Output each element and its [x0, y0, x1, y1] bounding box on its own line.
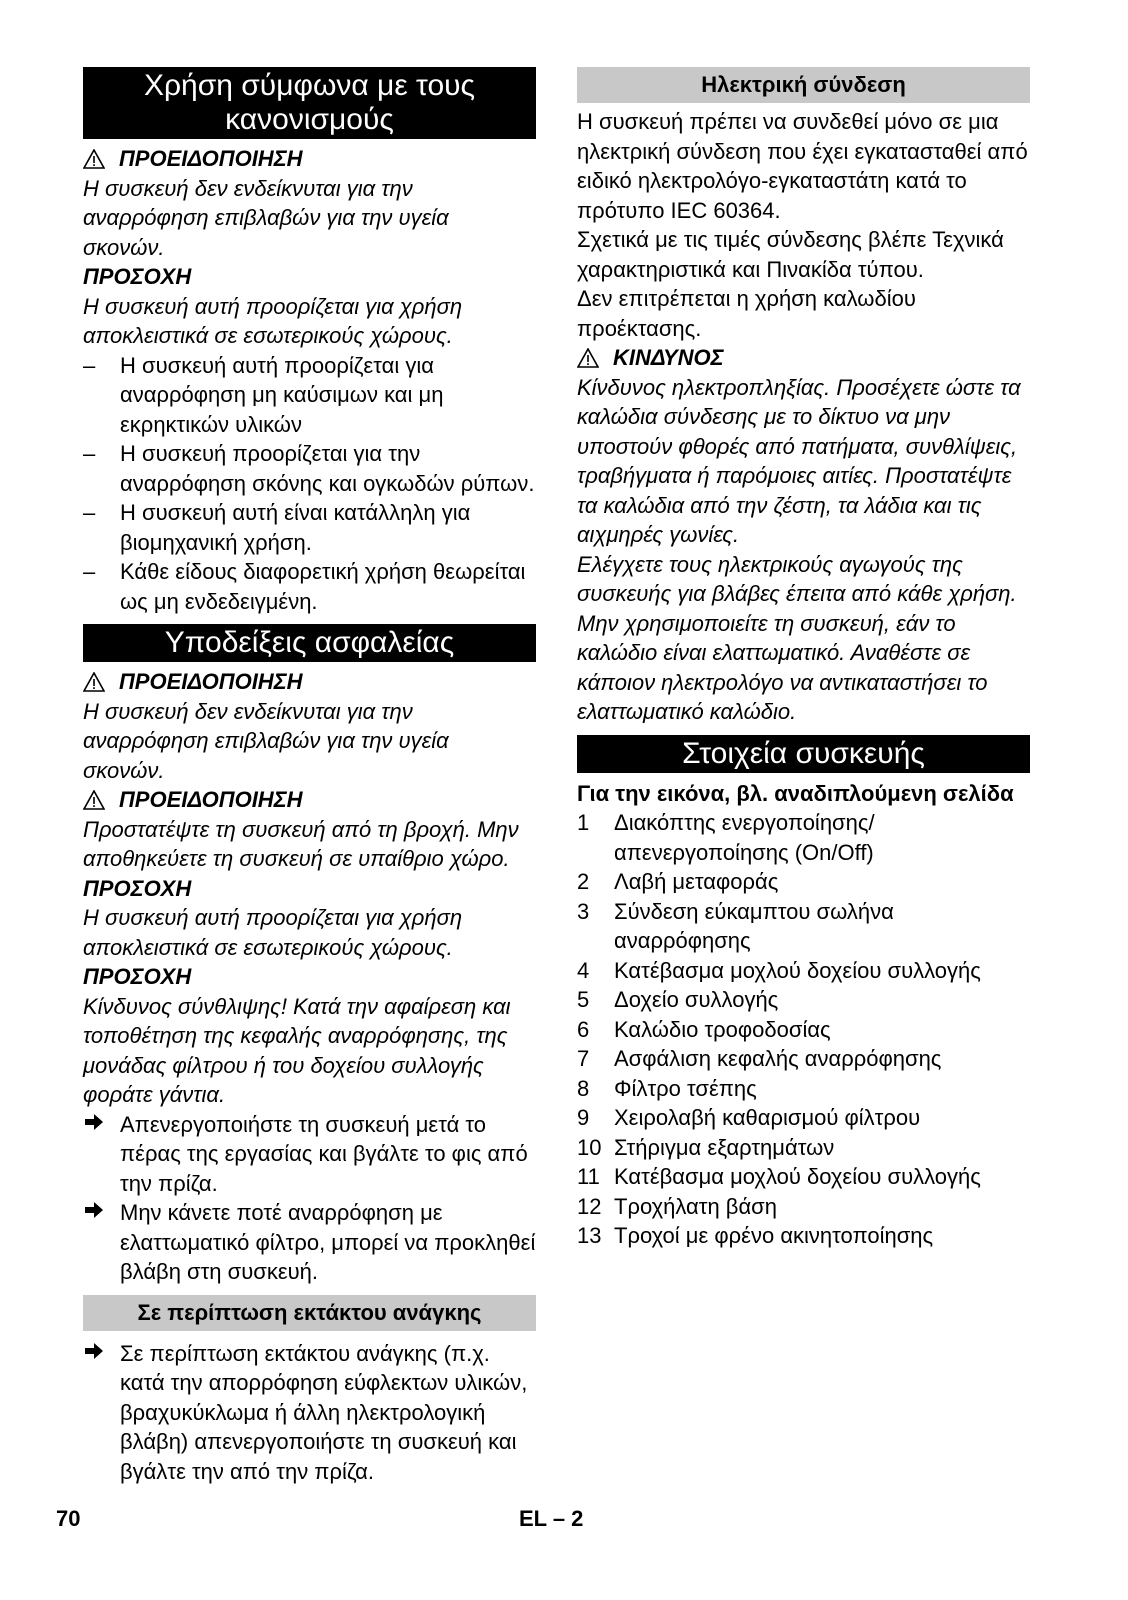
item-number: 8	[577, 1075, 590, 1101]
instruction-step-text: Απενεργοποιήστε τη συσκευή μετά το πέρας της εργασίας και βγάλτε το φις από την πρίζα.	[120, 1111, 528, 1196]
danger-text: Ελέγχετε τους ηλεκτρικούς αγωγούς της συσκευής για βλάβες έπειτα από κάθε χρήση. Μην χρησιμοποιείτε τη συσκευή, εάν το καλώδιο είναι ελαττωματικό. Αναθέστε σε κάποιον ηλεκτρολόγο να αντικαταστήσει το ελαττωματικό καλώδιο.	[577, 551, 1017, 724]
arrow-right-icon	[83, 1339, 120, 1487]
paragraph: Σχετικά με τις τιμές σύνδεσης βλέπε Τεχνικά χαρακτηριστικά και Πινακίδα τύπου.	[577, 227, 1004, 282]
caution-title: ΠΡΟΣΟΧΗ	[83, 264, 192, 289]
item-number: 13	[577, 1223, 602, 1248]
warning-triangle-icon	[83, 672, 105, 692]
paragraph: Δεν επιτρέπεται η χρήση καλωδίου προέκτασης.	[577, 286, 916, 341]
list-item	[577, 867, 1030, 897]
caution-text: Η συσκευή αυτή προορίζεται για χρήση αποκλειστικά σε εσωτερικούς χώρους.	[83, 293, 463, 348]
list-item	[577, 1103, 1030, 1133]
item-text: Φίλτρο τσέπης	[614, 1075, 757, 1101]
item-text: Τροχήλατη βάση	[614, 1193, 777, 1219]
warning-title	[83, 667, 536, 697]
item-text: Τροχοί με φρένο ακινητοποίησης	[614, 1223, 934, 1248]
item-text: Δοχείο συλλογής	[614, 987, 779, 1012]
warning-triangle-icon	[83, 790, 105, 810]
list-item-text: Η συσκευή προορίζεται για την αναρρόφηση σκόνης και ογκωδών ρύπων.	[120, 441, 535, 496]
item-number: 6	[577, 1016, 590, 1042]
heading-electrical: Ηλεκτρική σύνδεση	[577, 67, 1030, 103]
list-item	[83, 439, 536, 498]
arrow-right-icon	[83, 1198, 120, 1287]
figure-reference: Για την εικόνα, βλ. αναδιπλούμενη σελίδα	[577, 780, 1014, 806]
section-code: EL – 2	[519, 1506, 584, 1531]
list-item	[83, 498, 536, 557]
warning-text: Προστατέψτε τη συσκευή από τη βροχή. Μην αποθηκεύετε τη συσκευή σε υπαίθριο χώρο.	[83, 816, 519, 871]
instruction-step-text: Μην κάνετε ποτέ αναρρόφηση με ελαττωματικό φίλτρο, μπορεί να προκληθεί βλάβη στη συσκευή.	[120, 1200, 536, 1284]
caution-text: Κίνδυνος σύνθλιψης! Κατά την αφαίρεση και τοποθέτηση της κεφαλής αναρρόφησης, της μονάδας φίλτρου ή του δοχείου συλλογής φοράτε γάντια.	[83, 993, 511, 1107]
dash-marker: –	[83, 352, 96, 378]
list-item	[577, 1015, 1030, 1045]
item-number: 2	[577, 869, 590, 894]
item-number: 10	[577, 1134, 602, 1160]
warning-title-text: ΠΡΟΕΙΔΟΠΟΙΗΣΗ	[119, 669, 303, 694]
list-item	[577, 1133, 1030, 1163]
item-number: 11	[577, 1164, 600, 1189]
item-number: 5	[577, 987, 590, 1012]
list-item	[577, 985, 1030, 1015]
page-number: 70	[56, 1506, 81, 1531]
item-text: Στήριγμα εξαρτημάτων	[614, 1134, 835, 1160]
parts-list	[577, 808, 1030, 1251]
warning-text: Η συσκευή δεν ενδείκνυται για την αναρρόφηση επιβλαβών για την υγεία σκονών.	[83, 175, 449, 260]
heading-safety: Υποδείξεις ασφαλείας	[83, 624, 536, 662]
caution-text: Η συσκευή αυτή προορίζεται για χρήση αποκλειστικά σε εσωτερικούς χώρους.	[83, 905, 463, 960]
item-text: Χειρολαβή καθαρισμού φίλτρου	[614, 1105, 921, 1130]
item-text: Κατέβασμα μοχλού δοχείου συλλογής	[614, 1164, 981, 1189]
caution-title: ΠΡΟΣΟΧΗ	[83, 875, 192, 901]
item-number: 1	[577, 810, 590, 835]
warning-text: Η συσκευή δεν ενδείκνυται για την αναρρόφηση επιβλαβών για την υγεία σκονών.	[83, 698, 449, 783]
list-item	[577, 1221, 1030, 1251]
list-item-text: Η συσκευή αυτή είναι κατάλληλη για βιομηχανική χρήση.	[120, 500, 471, 555]
list-item-text: Η συσκευή αυτή προορίζεται για αναρρόφηση μη καύσιμων και μη εκρηκτικών υλικών	[120, 352, 444, 437]
dash-marker: –	[83, 500, 96, 525]
list-item	[83, 557, 536, 616]
instruction-step	[83, 1110, 536, 1199]
caution-title: ΠΡΟΣΟΧΗ	[83, 964, 192, 989]
left-column	[83, 67, 536, 1486]
item-text: Λαβή μεταφοράς	[614, 869, 779, 894]
list-item	[577, 1162, 1030, 1192]
heading-device-elements: Στοιχεία συσκευής	[577, 735, 1030, 773]
item-number: 3	[577, 898, 590, 924]
list-item	[577, 1074, 1030, 1104]
list-item	[83, 351, 536, 440]
item-number: 7	[577, 1046, 590, 1071]
list-item	[577, 897, 1030, 956]
item-text: Σύνδεση εύκαμπτου σωλήνα αναρρόφησης	[614, 898, 894, 953]
danger-title	[577, 343, 1030, 373]
warning-title	[83, 785, 536, 815]
list-item	[577, 956, 1030, 986]
dash-marker: –	[83, 559, 96, 584]
list-item	[577, 1044, 1030, 1074]
dash-marker: –	[83, 441, 96, 466]
item-text: Ασφάλιση κεφαλής αναρρόφησης	[614, 1046, 942, 1071]
item-text: Κατέβασμα μοχλού δοχείου συλλογής	[614, 957, 981, 983]
item-number: 4	[577, 957, 590, 983]
heading-emergency: Σε περίπτωση εκτάκτου ανάγκης	[83, 1295, 536, 1331]
warning-title-text: ΠΡΟΕΙΔΟΠΟΙΗΣΗ	[119, 146, 303, 171]
list-item	[577, 808, 1030, 867]
item-text: Καλώδιο τροφοδοσίας	[614, 1016, 831, 1042]
paragraph: Η συσκευή πρέπει να συνδεθεί μόνο σε μια ηλεκτρική σύνδεση που έχει εγκατασταθεί από ειδικό ηλεκτρολόγο-εγκαταστάτη κατά το πρότυπο IEC 60364.	[577, 109, 1028, 223]
warning-title	[83, 144, 536, 174]
list-item	[577, 1192, 1030, 1222]
warning-triangle-icon	[577, 348, 599, 368]
item-number: 12	[577, 1193, 602, 1219]
list-item-text: Κάθε είδους διαφορετική χρήση θεωρείται ως μη ενδεδειγμένη.	[120, 559, 526, 614]
arrow-right-icon	[83, 1110, 120, 1199]
danger-text: Κίνδυνος ηλεκτροπληξίας. Προσέχετε ώστε τα καλώδια σύνδεσης με το δίκτυο να μην υποστούν φθορές από πατήματα, συνθλίψεις, τραβήγματα ή παρόμοιες αιτίες. Προστατέψτε τα καλώδια από την ζέστη, τα λάδια και τις αιχμηρές γωνίες.	[577, 374, 1021, 547]
heading-proper-use: Χρήση σύμφωνα με τους κανονισμούς	[83, 67, 536, 139]
item-number: 9	[577, 1105, 590, 1130]
danger-title-text: ΚΙΝΔΥΝΟΣ	[613, 345, 724, 370]
warning-triangle-icon	[83, 149, 105, 169]
warning-title-text: ΠΡΟΕΙΔΟΠΟΙΗΣΗ	[119, 787, 303, 812]
item-text: Διακόπτης ενεργοποίησης/απενεργοποίησης (On/Off)	[614, 810, 875, 865]
right-column	[577, 67, 1030, 1251]
instruction-step	[83, 1198, 536, 1287]
instruction-step	[83, 1339, 536, 1487]
instruction-step-text: Σε περίπτωση εκτάκτου ανάγκης (π.χ. κατά την απορρόφηση εύφλεκτων υλικών, βραχυκύκλωμα ή άλλη ηλεκτρολογική βλάβη) απενεργοποιήστε τη συσκευή και βγάλτε την από την πρίζα.	[120, 1340, 528, 1484]
